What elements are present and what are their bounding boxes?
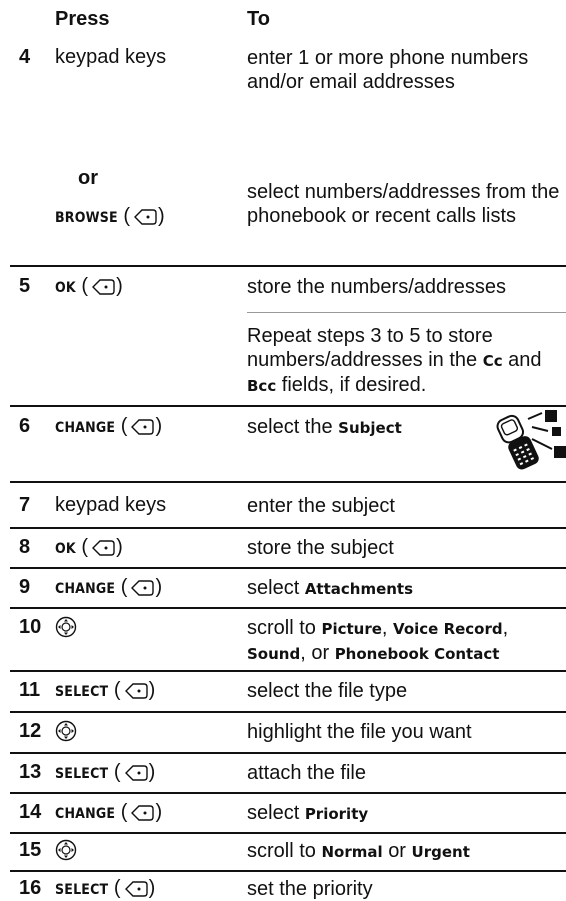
divider [10, 607, 566, 609]
divider [10, 527, 566, 529]
right-soft-key-icon [122, 880, 148, 898]
press-text: keypad keys [55, 46, 167, 68]
column-header-press: Press [55, 8, 110, 30]
softkey-label: CHANGE [55, 581, 116, 597]
divider [10, 792, 566, 794]
press-softkey: SELECT ( ) [55, 679, 156, 701]
to-text: enter 1 or more phone numbers and/or email addresses [247, 47, 529, 93]
to-text: store the numbers/addresses [247, 276, 507, 298]
softkey-label: CHANGE [55, 806, 116, 822]
bcc-field-label: Bcc [247, 377, 277, 395]
press-nav [55, 839, 77, 863]
divider [10, 567, 566, 569]
right-soft-key-icon [128, 804, 154, 822]
normal-option-label: Normal [321, 843, 383, 861]
note-text: and [508, 349, 542, 371]
to-text-part: select the [247, 416, 333, 438]
divider [10, 405, 566, 407]
press-softkey: SELECT ( ) [55, 877, 156, 899]
divider [10, 670, 566, 672]
to-text: attach the file [247, 762, 366, 784]
voice-record-option-label: Voice Record [393, 620, 503, 638]
right-soft-key-icon [128, 418, 154, 436]
right-soft-key-icon [128, 579, 154, 597]
flip-phone-icon [494, 407, 566, 473]
step-number: 15 [19, 839, 42, 861]
press-softkey: BROWSE ( ) [55, 205, 165, 227]
press-softkey: OK ( ) [55, 275, 123, 297]
divider [10, 870, 566, 872]
to-text: select the file type [247, 680, 408, 702]
to-text-part: select [247, 802, 300, 824]
step-number: 5 [19, 275, 31, 297]
sound-option-label: Sound [247, 645, 301, 663]
to-text: set the priority [247, 878, 373, 900]
to-text-part: scroll to [247, 617, 316, 639]
to-text: enter the subject [247, 495, 395, 517]
step-number: 9 [19, 576, 31, 598]
step-number: 13 [19, 761, 42, 783]
navigation-key-icon [55, 616, 77, 638]
to-text-part: or [311, 642, 330, 664]
or-label: or [78, 167, 98, 189]
to-text-part: scroll to [247, 840, 316, 862]
right-soft-key-icon [122, 682, 148, 700]
urgent-option-label: Urgent [411, 843, 470, 861]
softkey-label: SELECT [55, 684, 109, 700]
note-text: Repeat steps 3 to 5 to store numbers/addresses in the [247, 325, 493, 371]
navigation-key-icon [55, 839, 77, 861]
to-text-part: or [388, 840, 406, 862]
softkey-label: OK [55, 541, 76, 557]
note-text: fields, if desired. [281, 374, 427, 396]
step-number: 12 [19, 720, 42, 742]
softkey-label: SELECT [55, 766, 109, 782]
softkey-label: CHANGE [55, 420, 116, 436]
to-text [247, 801, 565, 826]
to-text-part: select [247, 577, 300, 599]
press-text: keypad keys [55, 494, 167, 516]
divider [10, 711, 566, 713]
step-number: 8 [19, 536, 31, 558]
divider [10, 481, 566, 483]
step-number: 11 [19, 679, 41, 701]
to-text: highlight the file you want [247, 721, 472, 743]
column-header-to: To [247, 8, 270, 30]
subject-field-label: Subject [338, 419, 402, 437]
step-number: 7 [19, 494, 31, 516]
divider [10, 832, 566, 834]
priority-label: Priority [304, 805, 369, 823]
press-softkey: OK ( ) [55, 536, 123, 558]
softkey-label: OK [55, 280, 76, 296]
softkey-label: SELECT [55, 882, 109, 898]
right-soft-key-icon [122, 764, 148, 782]
to-text: scroll to Picture, Voice Record, Sound, or Phonebook Contact [247, 617, 509, 664]
step-number: 4 [19, 46, 31, 68]
step-number: 10 [19, 616, 42, 638]
press-softkey: CHANGE ( ) [55, 801, 163, 823]
attachments-label: Attachments [304, 580, 414, 598]
press-nav [55, 720, 77, 744]
right-soft-key-icon [89, 278, 115, 296]
phonebook-contact-option-label: Phonebook Contact [334, 645, 500, 663]
press-softkey: SELECT ( ) [55, 761, 156, 783]
right-soft-key-icon [131, 208, 157, 226]
divider [10, 752, 566, 754]
to-text [247, 839, 565, 864]
navigation-key-icon [55, 720, 77, 742]
press-softkey: CHANGE ( ) [55, 576, 163, 598]
softkey-label: BROWSE [55, 210, 118, 226]
step-number: 16 [19, 877, 42, 899]
cc-field-label: Cc [482, 352, 503, 370]
step-number: 14 [19, 801, 42, 823]
browse-to-text: select numbers/addresses from the phonebook or recent calls lists [247, 181, 560, 227]
press-nav [55, 616, 77, 640]
sub-divider [247, 312, 566, 313]
picture-option-label: Picture [321, 620, 382, 638]
right-soft-key-icon [89, 539, 115, 557]
divider [10, 265, 566, 267]
press-softkey: CHANGE ( ) [55, 415, 163, 437]
to-text [247, 576, 565, 601]
to-text: store the subject [247, 537, 394, 559]
step-5-note [247, 324, 565, 398]
step-number: 6 [19, 415, 31, 437]
